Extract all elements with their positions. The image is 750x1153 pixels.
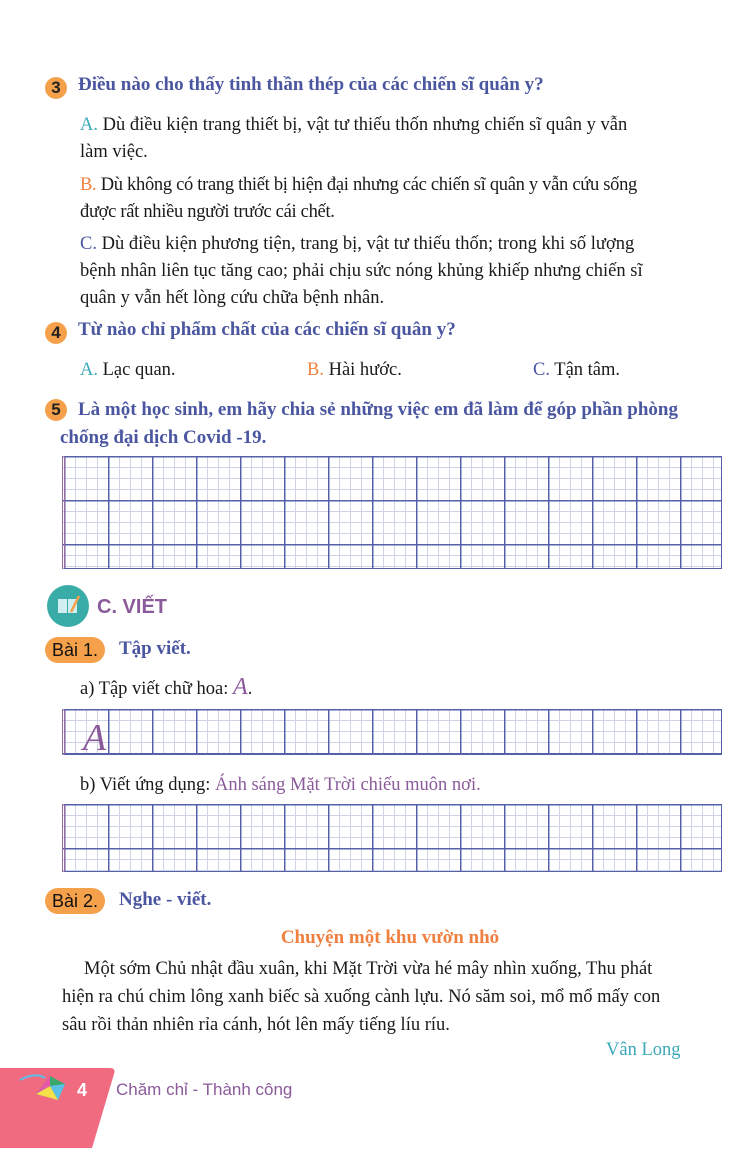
instruction-text: a) Tập viết chữ hoa:	[80, 679, 229, 699]
option-line: được rất nhiều người trước cái chết.	[80, 202, 335, 222]
bai-2-label: Bài 2.	[45, 888, 105, 914]
footer-banner	[0, 1068, 118, 1148]
story-title: Chuyện một khu vườn nhỏ	[280, 927, 500, 948]
bai-1-label: Bài 1.	[45, 637, 105, 663]
option-line: Dù điều kiện phương tiện, trang bị, vật tư thiếu thốn; trong khi số lượng	[101, 234, 635, 254]
option-line: Dù không có trang thiết bị hiện đại nhưng các chiến sĩ quân y vẫn cứu sống	[100, 175, 637, 195]
paragraph-line: Một sớm Chủ nhật đầu xuân, khi Mặt Trời vừa hé mây nhìn xuống, Thu phát	[84, 959, 653, 979]
bai-1-title: Tập viết.	[119, 638, 191, 659]
option-line: Dù điều kiện trang thiết bị, vật tư thiếu thốn nhưng chiến sĩ quân y vẫn	[102, 115, 628, 135]
question-4-option-c	[533, 357, 620, 384]
footer-title: Chăm chỉ - Thành công	[116, 1080, 293, 1099]
writing-section-icon	[47, 585, 89, 627]
question-4-option-a	[80, 357, 176, 384]
kite-icon	[0, 1068, 118, 1148]
option-letter: A.	[80, 360, 98, 380]
option-line: bệnh nhân liên tục tăng cao; phải chịu sức nóng khủng khiếp nhưng chiến sĩ	[80, 261, 643, 281]
option-text: Hài hước.	[328, 360, 402, 380]
model-letter-in-grid: A	[83, 717, 107, 759]
option-letter: A.	[80, 115, 98, 135]
paragraph-line: hiện ra chú chim lông xanh biếc sà xuống cành lựu. Nó săm soi, mổ mổ mấy con	[62, 987, 661, 1007]
question-3-option-c	[80, 231, 740, 312]
bai-1-b-instruction	[80, 772, 481, 799]
title-line: chống đại dịch Covid -19.	[60, 427, 267, 448]
bai-1-a-instruction: a) Tập viết chữ hoa: A.	[80, 674, 253, 700]
model-phrase: Ánh sáng Mặt Trời chiếu muôn nơi.	[214, 775, 481, 795]
option-line: quân y vẫn hết lòng cứu chữa bệnh nhân.	[80, 288, 385, 308]
question-3-title: Điều nào cho thấy tinh thần thép của các chiến sĩ quân y?	[78, 74, 544, 95]
option-letter: B.	[80, 175, 97, 195]
question-4-option-b	[307, 357, 402, 384]
option-letter: B.	[307, 360, 324, 380]
question-4-badge: 4	[45, 322, 67, 344]
story-author: Vân Long	[606, 1040, 681, 1060]
option-text: Lạc quan.	[102, 360, 176, 380]
instruction-text: b) Viết ứng dụng:	[80, 775, 211, 795]
question-5-title	[60, 396, 678, 452]
title-line: Là một học sinh, em hãy chia sẻ những việc em đã làm để góp phần phòng	[78, 399, 678, 420]
answer-grid-q5[interactable]	[62, 456, 722, 569]
story-paragraph	[62, 955, 750, 1039]
model-letter: A	[233, 674, 248, 700]
option-text: Tận tâm.	[554, 360, 621, 380]
handwriting-grid-b[interactable]	[62, 804, 722, 872]
question-5-badge: 5	[45, 399, 67, 421]
question-3-badge: 3	[45, 77, 67, 99]
paragraph-line: sâu rồi thản nhiên rỉa cánh, hót lên mấy tiếng líu ríu.	[62, 1015, 450, 1035]
handwriting-grid-a[interactable]	[62, 709, 722, 759]
page-number: 4	[77, 1080, 88, 1100]
option-letter: C.	[80, 234, 97, 254]
question-4-title: Từ nào chỉ phẩm chất của các chiến sĩ quân y?	[78, 319, 456, 340]
section-title: C. VIẾT	[97, 596, 168, 618]
question-3-option-a	[80, 112, 720, 166]
bai-2-title: Nghe - viết.	[119, 889, 212, 910]
option-line: làm việc.	[80, 142, 148, 162]
question-3-option-b	[80, 172, 740, 226]
option-letter: C.	[533, 360, 550, 380]
